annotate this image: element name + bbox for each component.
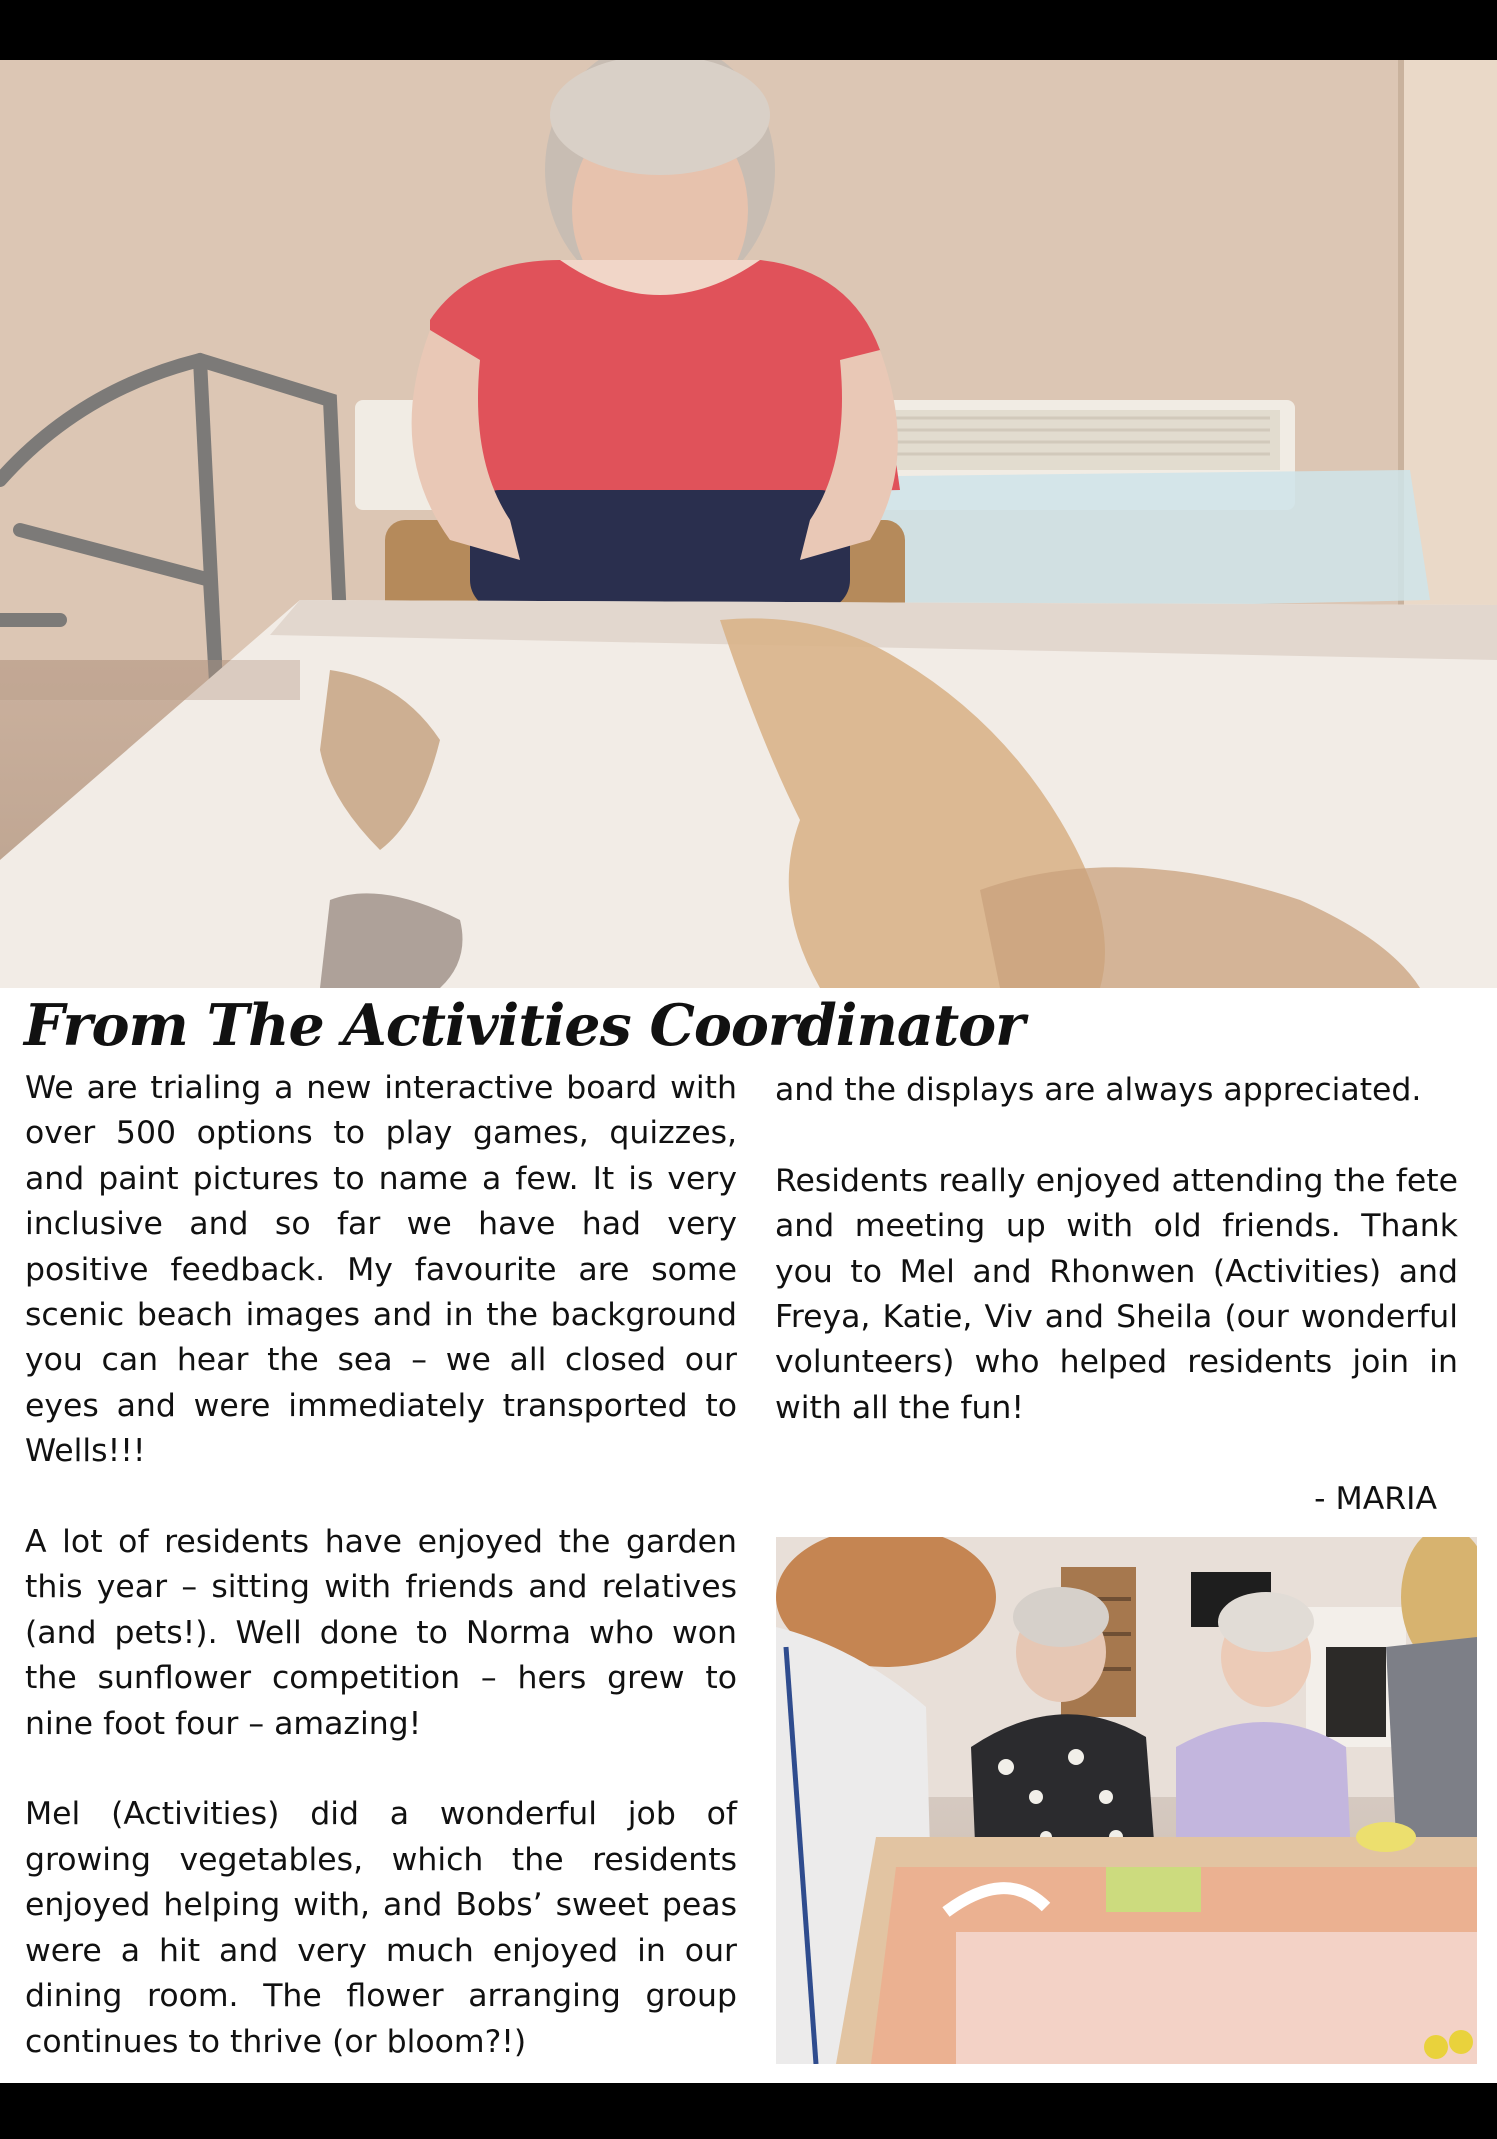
hero-photo bbox=[0, 60, 1497, 988]
residents-photo bbox=[776, 1537, 1477, 2064]
paragraph-interactive-board: We are trialing a new interactive board with over 500 options to play games, quizzes, and paint pictures to name a few. It is very inclusive and so far we have had very positive feedback. My favourite are some scenic beach images and in the background you can hear the sea – we all closed our eyes and were immediately transported to Wells!!! bbox=[25, 1070, 737, 1470]
paragraph-vegetables: Mel (Activities) did a wonderful job of growing vegetables, which the residents enjoyed helping with, and Bobs’ sweet peas were a hit and very much enjoyed in our dining room. The flower arranging group continues to thrive (or bloom?!) bbox=[25, 1796, 737, 2060]
paragraph-displays: and the displays are always appreciated. bbox=[775, 1072, 1422, 1108]
hero-photo-illustration bbox=[0, 60, 1497, 988]
article-column-right bbox=[775, 1068, 1458, 1431]
author-signature: - MARIA bbox=[1314, 1481, 1437, 1517]
bottom-black-bar bbox=[0, 2083, 1497, 2139]
section-heading: From The Activities Coordinator bbox=[24, 992, 1025, 1059]
paragraph-fete: Residents really enjoyed attending the fete and meeting up with old friends. Thank you to Mel and Rhonwen (Activities) and Freya, Katie, Viv and Sheila (our wonderful volunteers) who helped residents join in with all the fun! bbox=[775, 1162, 1458, 1426]
top-black-bar bbox=[0, 0, 1497, 60]
residents-photo-illustration bbox=[776, 1537, 1477, 2064]
paragraph-garden: A lot of residents have enjoyed the garden this year – sitting with friends and relatives (and pets!). Well done to Norma who won the sunflower competition – hers grew to nine foot four – amazing! bbox=[25, 1524, 737, 1742]
article-column-left bbox=[25, 1066, 737, 2065]
